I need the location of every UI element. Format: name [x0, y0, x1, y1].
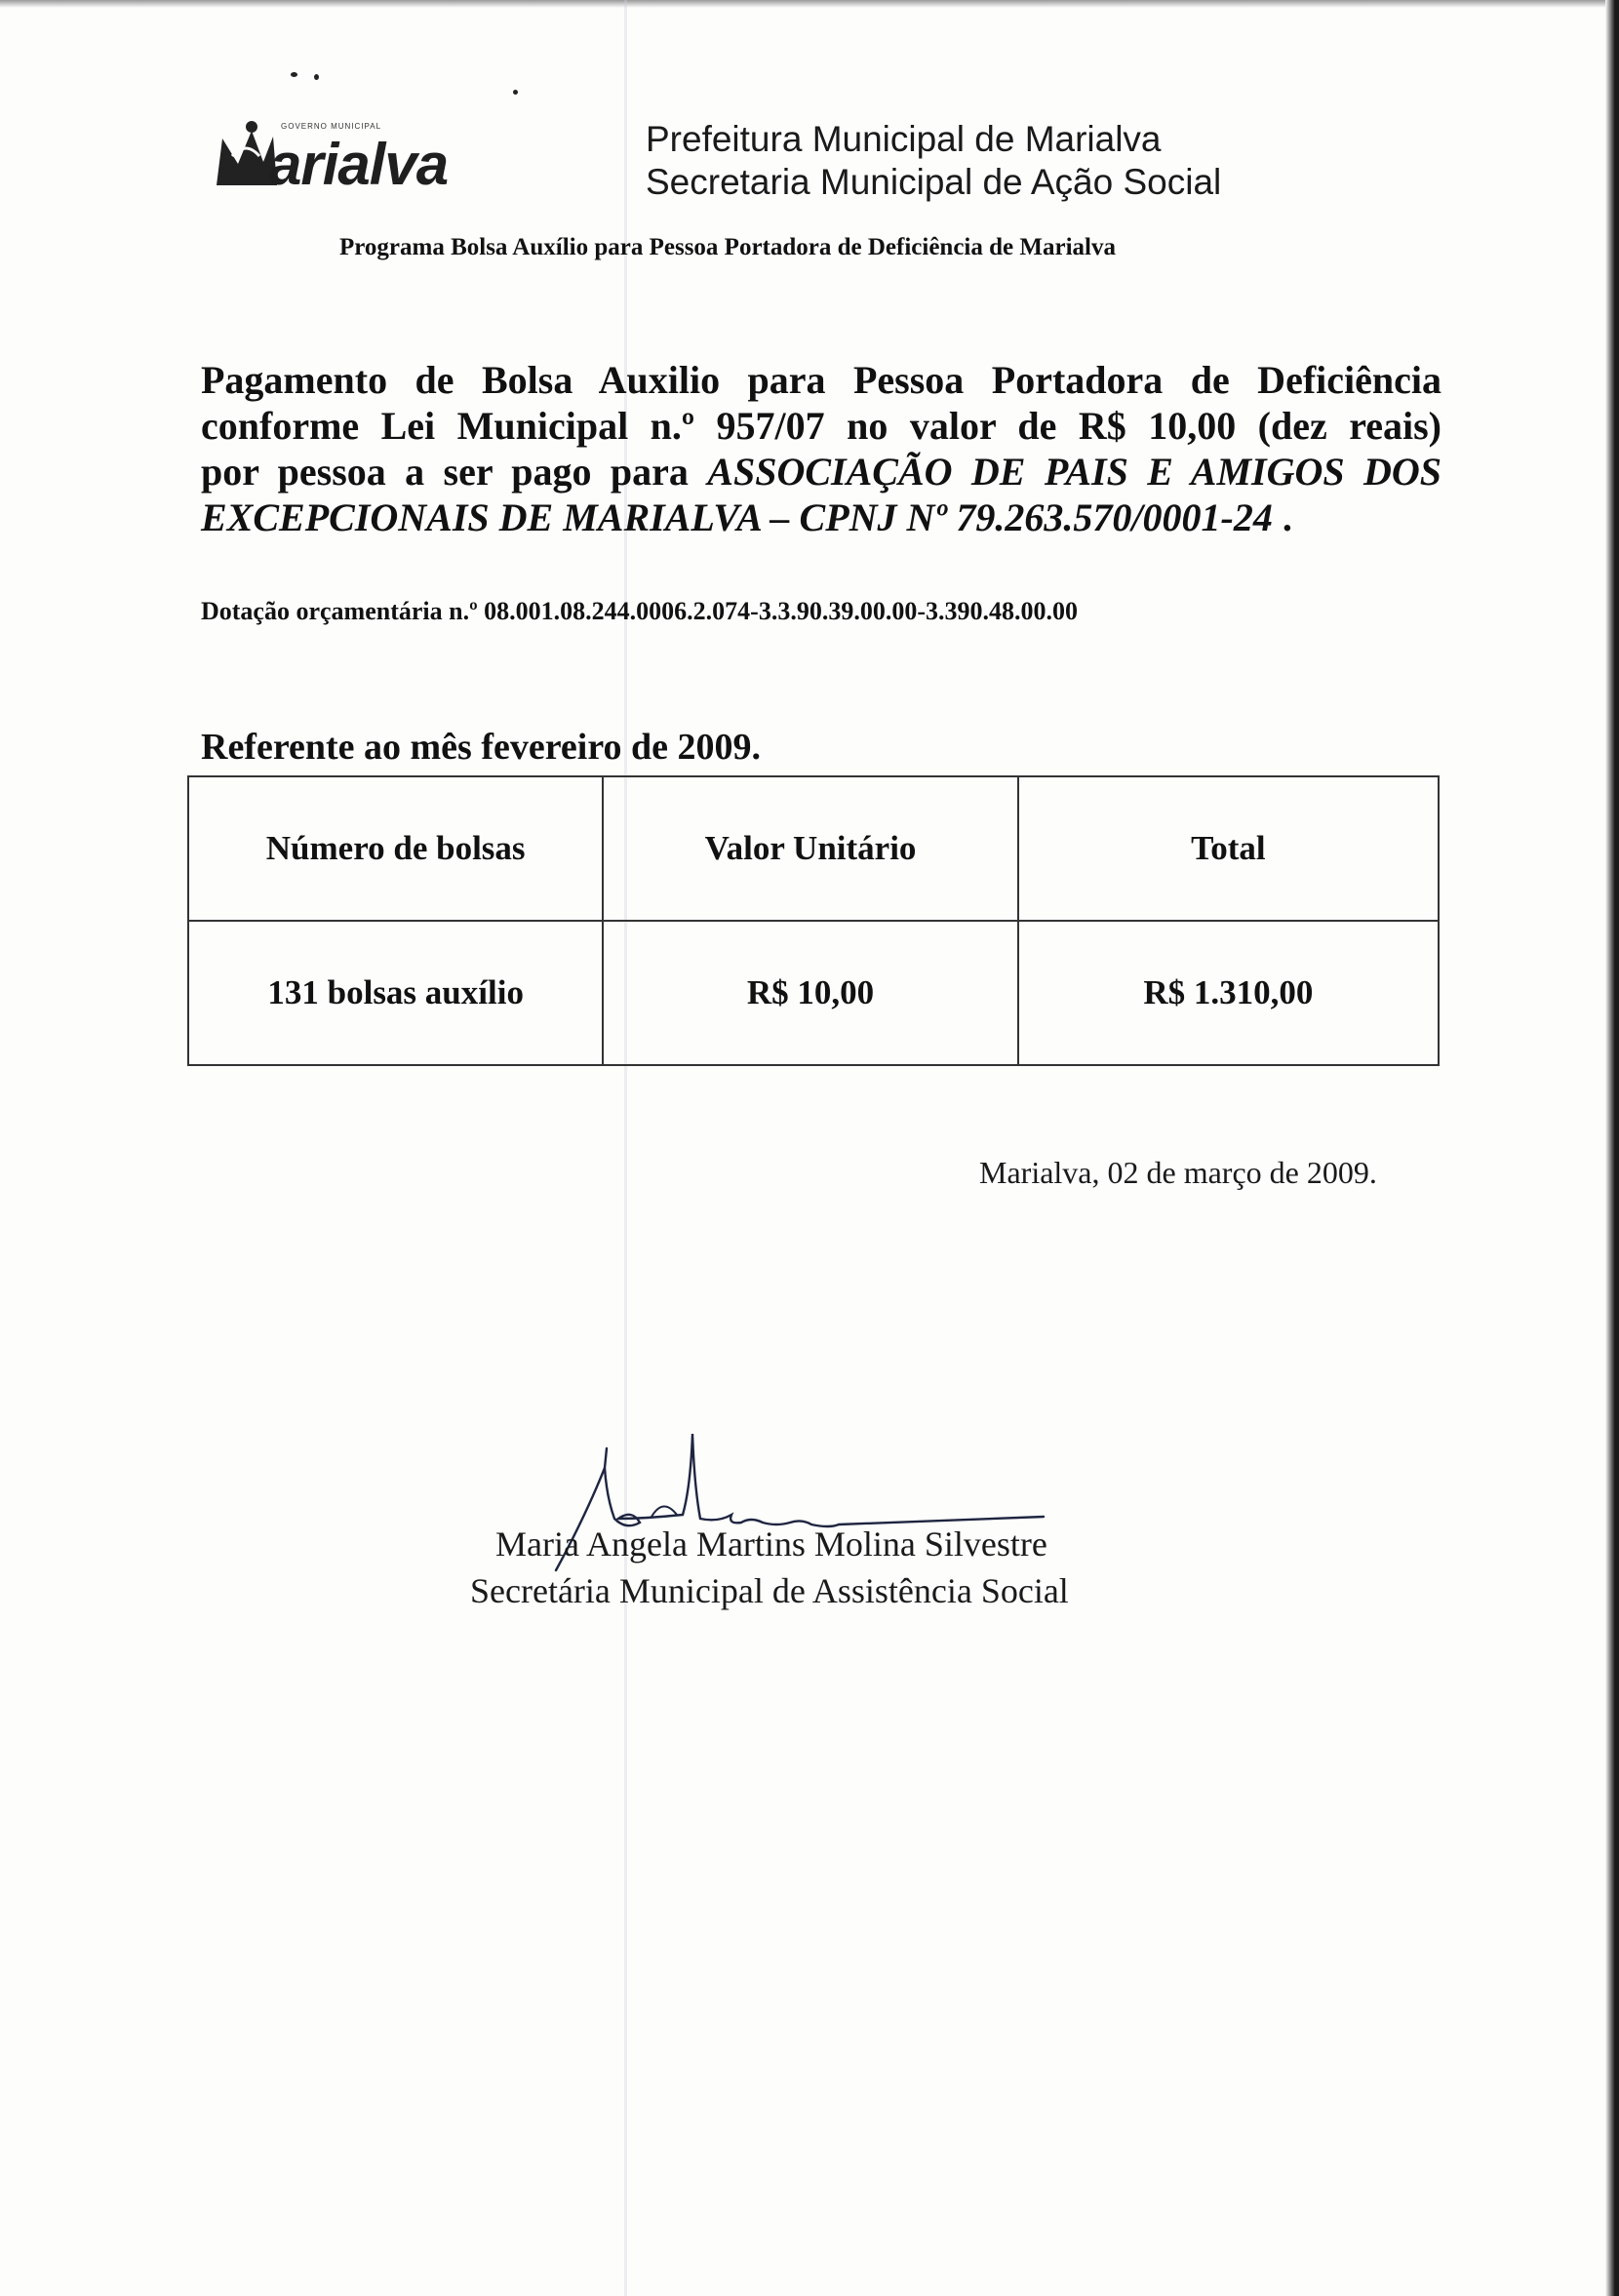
- logo-small-text: GOVERNO MUNICIPAL: [281, 122, 382, 131]
- header-total: Total: [1018, 776, 1439, 921]
- paragraph-line-3-plain: por pessoa a ser pago para: [201, 450, 708, 494]
- reference-month: Referente ao mês fevereiro de 2009.: [201, 727, 762, 768]
- paragraph-line-4-end: .: [1272, 495, 1292, 539]
- scan-right-edge: [1605, 0, 1619, 2296]
- signatory-name: Maria Angela Martins Molina Silvestre: [495, 1524, 1047, 1564]
- payment-paragraph: [201, 357, 1441, 540]
- scan-top-edge: [0, 0, 1619, 8]
- cell-numero-de-bolsas: 131 bolsas auxílio: [188, 921, 603, 1065]
- scan-speck: [291, 72, 297, 77]
- association-name-part-1: ASSOCIAÇÃO DE PAIS E AMIGOS DOS: [707, 450, 1441, 494]
- table-row: [188, 921, 1439, 1065]
- program-title: Programa Bolsa Auxílio para Pessoa Portadora de Deficiência de Marialva: [339, 234, 1116, 260]
- paper-fold-line: [624, 0, 627, 2296]
- secretaria-title: Secretaria Municipal de Ação Social: [646, 162, 1222, 202]
- paragraph-line-3: [201, 449, 1441, 495]
- header-numero-de-bolsas: Número de bolsas: [188, 776, 603, 921]
- scan-speck: [513, 90, 518, 95]
- prefeitura-title: Prefeitura Municipal de Marialva: [646, 119, 1162, 159]
- paragraph-line-4: [201, 495, 1441, 540]
- paragraph-line-1: Pagamento de Bolsa Auxilio para Pessoa Portadora de Deficiência: [201, 358, 1441, 402]
- table-header-row: [188, 776, 1439, 921]
- budget-allocation: Dotação orçamentária n.º 08.001.08.244.0006.2.074-3.3.90.39.00.00-3.390.48.00.00: [201, 597, 1078, 625]
- place-and-date: Marialva, 02 de março de 2009.: [979, 1155, 1377, 1190]
- cell-valor-unitario: R$ 10,00: [603, 921, 1017, 1065]
- association-name-part-2: EXCEPCIONAIS DE MARIALVA – CPNJ Nº 79.263.570/0001-24: [201, 495, 1273, 539]
- header-valor-unitario: Valor Unitário: [603, 776, 1017, 921]
- cell-total: R$ 1.310,00: [1018, 921, 1439, 1065]
- logo-wordmark: arialva: [269, 132, 449, 197]
- marialva-logo: [213, 96, 476, 197]
- scan-speck: [314, 74, 319, 80]
- paragraph-line-2: conforme Lei Municipal n.º 957/07 no valor de R$ 10,00 (dez reais): [201, 404, 1441, 448]
- signatory-role: Secretária Municipal de Assistência Social: [470, 1571, 1069, 1610]
- payment-table: [187, 775, 1440, 1066]
